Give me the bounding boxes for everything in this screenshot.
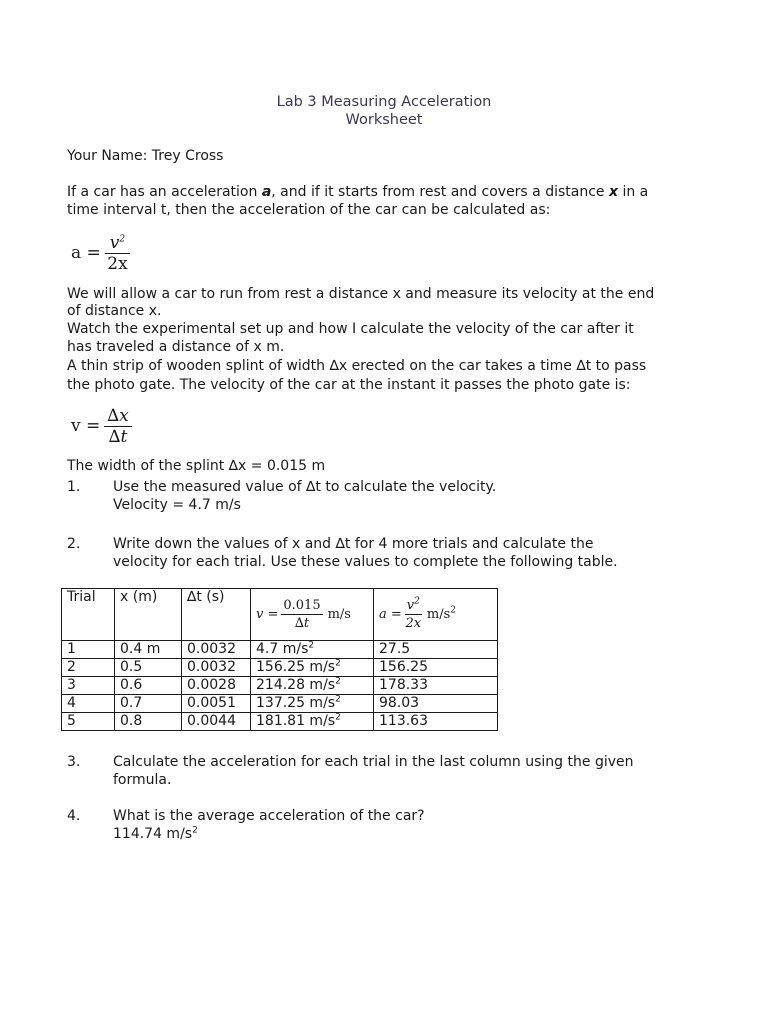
header-a-fraction [405, 597, 422, 632]
formula-v-denominator: ∆t [108, 426, 128, 447]
cell-velocity-exp: 2 [335, 676, 341, 687]
item-3-number: 3. [67, 754, 81, 770]
cell-dt: 0.0032 [182, 659, 251, 677]
intro-text: in a [618, 184, 649, 200]
header-acceleration-formula [379, 589, 492, 640]
formula-a-lhs: a = [71, 243, 101, 263]
item-4-number: 4. [67, 808, 81, 824]
header-v-lhs: v = [256, 607, 279, 622]
cell-velocity-exp: 2 [335, 712, 341, 723]
item-2-line-2: velocity for each trial. Use these values to complete the following table. [113, 554, 618, 570]
cell-dt: 0.0032 [182, 641, 251, 659]
item-2-line-1: Write down the values of x and ∆t for 4 more trials and calculate the [113, 536, 594, 552]
header-velocity-formula [256, 589, 368, 640]
cell-acceleration: 113.63 [374, 713, 498, 731]
intro-var-x: x [608, 184, 619, 200]
cell-velocity-exp: 2 [335, 694, 341, 705]
para-line-3: Watch the experimental set up and how I calculate the velocity of the car after it [67, 321, 634, 337]
cell-velocity-value: 156.25 m/s [256, 659, 336, 675]
para-line-6: the photo gate. The velocity of the car at the instant it passes the photo gate is: [67, 377, 631, 393]
cell-acceleration: 27.5 [374, 641, 498, 659]
formula-v-lhs: v = [71, 416, 101, 436]
cell-x: 0.6 [115, 677, 182, 695]
cell-velocity [251, 641, 374, 659]
item-4-answer [113, 825, 198, 843]
formula-a-num: v [109, 232, 120, 253]
header-a-numerator [405, 597, 422, 615]
cell-acceleration: 156.25 [374, 659, 498, 677]
cell-trial: 4 [62, 695, 115, 713]
splint-width: The width of the splint ∆x = 0.015 m [67, 458, 326, 474]
formula-v-fraction [104, 406, 131, 447]
item-1-line-1: Use the measured value of ∆t to calculate the velocity. [113, 479, 497, 495]
table-row [62, 641, 498, 659]
item-2-number: 2. [67, 536, 81, 552]
header-x: x (m) [115, 589, 182, 641]
formula-a-fraction [105, 233, 130, 274]
intro-text: If a car has an acceleration [67, 184, 262, 200]
page-title: Lab 3 Measuring Acceleration [276, 94, 492, 110]
header-a-num: v [406, 598, 415, 613]
cell-velocity [251, 713, 374, 731]
cell-velocity-value: 214.28 m/s [256, 677, 336, 693]
header-v-den: ∆t [294, 616, 310, 631]
header-a-unit [427, 606, 456, 623]
table-row [62, 713, 498, 731]
cell-trial: 1 [62, 641, 115, 659]
cell-x: 0.7 [115, 695, 182, 713]
table-header-row [62, 589, 498, 641]
cell-x: 0.4 m [115, 641, 182, 659]
name-line: Your Name: Trey Cross [67, 148, 224, 164]
table-row [62, 659, 498, 677]
cell-dt: 0.0044 [182, 713, 251, 731]
average-acceleration-value: 114.74 m/s [113, 826, 193, 842]
header-trial: Trial [62, 589, 115, 641]
formula-a-exp: 2 [119, 233, 126, 244]
para-line-5: A thin strip of wooden splint of width ∆x erected on the car takes a time ∆t to pass [67, 358, 647, 374]
velocity-formula [71, 401, 132, 451]
page-subtitle: Worksheet [345, 112, 423, 128]
cell-velocity-value: 4.7 m/s [256, 641, 309, 657]
cell-velocity-value: 137.25 m/s [256, 695, 336, 711]
header-v-unit: m/s [327, 607, 351, 622]
results-table [61, 588, 498, 731]
cell-acceleration: 98.03 [374, 695, 498, 713]
item-3-line-2: formula. [113, 772, 172, 788]
cell-velocity [251, 695, 374, 713]
para-line-4: has traveled a distance of x m. [67, 339, 285, 355]
item-4-line-1: What is the average acceleration of the car? [113, 808, 425, 824]
header-v-num: 0.015 [283, 598, 321, 613]
header-acceleration [374, 589, 498, 641]
cell-velocity-exp: 2 [308, 640, 315, 651]
para-line-2: of distance x. [67, 303, 162, 319]
intro-var-a: a [261, 184, 272, 200]
cell-x: 0.8 [115, 713, 182, 731]
cell-trial: 3 [62, 677, 115, 695]
para-line-1: We will allow a car to run from rest a distance x and measure its velocity at the end [67, 286, 655, 302]
table-row [62, 695, 498, 713]
acceleration-formula [71, 227, 130, 279]
cell-trial: 5 [62, 713, 115, 731]
header-velocity [251, 589, 374, 641]
header-a-num-exp: 2 [414, 596, 420, 607]
cell-velocity [251, 677, 374, 695]
header-a-unit-text: m/s [426, 607, 451, 622]
header-dt: ∆t (s) [182, 589, 251, 641]
header-a-unit-exp: 2 [450, 605, 456, 616]
table-row [62, 677, 498, 695]
cell-trial: 2 [62, 659, 115, 677]
formula-a-numerator [105, 233, 130, 254]
cell-x: 0.5 [115, 659, 182, 677]
formula-a-denominator: 2x [107, 253, 128, 274]
header-a-den: 2x [405, 616, 422, 631]
header-v-fraction [281, 597, 322, 632]
cell-velocity [251, 659, 374, 677]
item-1-line-2: Velocity = 4.7 m/s [113, 497, 241, 513]
item-1-number: 1. [67, 479, 81, 495]
header-a-lhs: a = [379, 607, 402, 622]
average-acceleration-exp: 2 [192, 825, 198, 836]
cell-velocity-exp: 2 [335, 658, 341, 669]
cell-acceleration: 178.33 [374, 677, 498, 695]
cell-dt: 0.0051 [182, 695, 251, 713]
cell-velocity-value: 181.81 m/s [256, 713, 336, 729]
formula-v-numerator: ∆x [104, 406, 131, 427]
cell-dt: 0.0028 [182, 677, 251, 695]
intro-line-2: time interval t, then the acceleration of the car can be calculated as: [67, 202, 551, 218]
item-3-line-1: Calculate the acceleration for each trial in the last column using the given [113, 754, 634, 770]
intro-line-1 [67, 183, 648, 201]
intro-text: , and if it starts from rest and covers a distance [271, 184, 609, 200]
